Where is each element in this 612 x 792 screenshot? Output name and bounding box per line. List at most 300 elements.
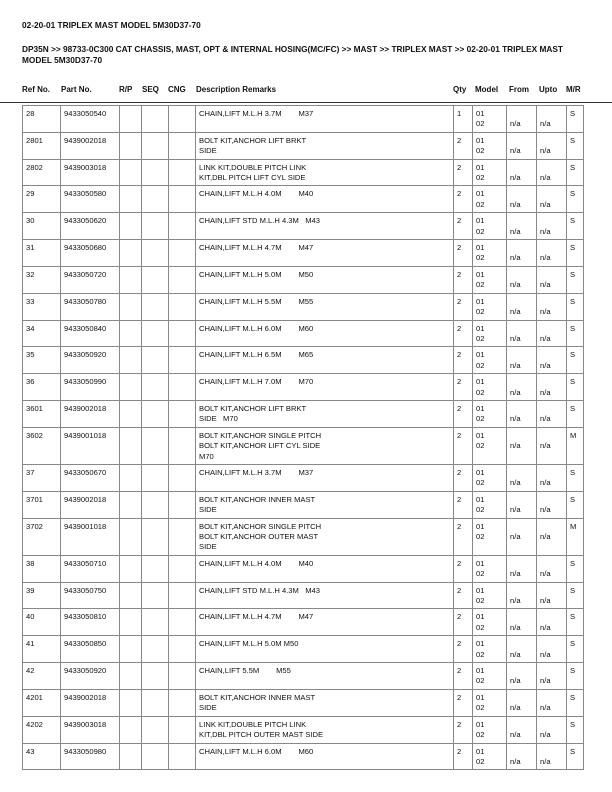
qty-cell: 2 (454, 213, 473, 240)
qty-cell: 2 (454, 159, 473, 186)
mr-cell: S (567, 400, 584, 427)
seq-cell (142, 400, 169, 427)
table-header (0, 85, 612, 97)
from-cell: n/a (507, 374, 537, 401)
mr-cell: S (567, 555, 584, 582)
rp-cell (120, 132, 142, 159)
from-cell: n/a (507, 663, 537, 690)
from-cell: n/a (507, 240, 537, 267)
part-number-cell: 9439002018 (61, 132, 120, 159)
ref-cell: 31 (23, 240, 61, 267)
upto-cell: n/a (537, 716, 567, 743)
upto-cell: n/a (537, 374, 567, 401)
qty-cell: 1 (454, 106, 473, 133)
ref-cell: 3602 (23, 427, 61, 464)
mr-cell: M (567, 427, 584, 464)
ref-cell: 30 (23, 213, 61, 240)
upto-cell: n/a (537, 347, 567, 374)
qty-cell: 2 (454, 716, 473, 743)
cng-cell (169, 347, 196, 374)
model-cell: 01 02 (473, 347, 507, 374)
ref-cell: 3601 (23, 400, 61, 427)
seq-cell (142, 106, 169, 133)
ref-cell: 43 (23, 743, 61, 770)
upto-cell: n/a (537, 427, 567, 464)
cng-cell (169, 555, 196, 582)
seq-cell (142, 464, 169, 491)
table-row (23, 240, 584, 267)
mr-cell: S (567, 663, 584, 690)
description-cell: LINK KIT,DOUBLE PITCH LINK KIT,DBL PITCH OUTER MAST SIDE (196, 716, 454, 743)
from-cell: n/a (507, 427, 537, 464)
seq-cell (142, 518, 169, 555)
seq-cell (142, 347, 169, 374)
description-cell: CHAIN,LIFT M.L.H 5.5M M55 (196, 293, 454, 320)
col-rp: R/P (119, 85, 133, 94)
part-number-cell: 9439002018 (61, 400, 120, 427)
qty-cell: 2 (454, 400, 473, 427)
from-cell: n/a (507, 400, 537, 427)
description-cell: CHAIN,LIFT 5.5M M55 (196, 663, 454, 690)
ref-cell: 38 (23, 555, 61, 582)
mr-cell: S (567, 159, 584, 186)
model-cell: 01 02 (473, 293, 507, 320)
mr-cell: S (567, 743, 584, 770)
part-number-cell: 9433050980 (61, 743, 120, 770)
ref-cell: 2802 (23, 159, 61, 186)
upto-cell: n/a (537, 106, 567, 133)
mr-cell: S (567, 609, 584, 636)
model-cell: 01 02 (473, 240, 507, 267)
description-cell: CHAIN,LIFT M.L.H 5.0M M50 (196, 636, 454, 663)
rp-cell (120, 320, 142, 347)
qty-cell: 2 (454, 347, 473, 374)
cng-cell (169, 400, 196, 427)
description-cell: BOLT KIT,ANCHOR SINGLE PITCH BOLT KIT,ANCHOR OUTER MAST SIDE (196, 518, 454, 555)
table-row (23, 374, 584, 401)
qty-cell: 2 (454, 609, 473, 636)
description-cell: CHAIN,LIFT M.L.H 5.0M M50 (196, 266, 454, 293)
cng-cell (169, 743, 196, 770)
table-row (23, 293, 584, 320)
mr-cell: S (567, 293, 584, 320)
header-divider (0, 102, 612, 103)
ref-cell: 37 (23, 464, 61, 491)
cng-cell (169, 464, 196, 491)
ref-cell: 40 (23, 609, 61, 636)
model-cell: 01 02 (473, 186, 507, 213)
table-row (23, 427, 584, 464)
table-row (23, 132, 584, 159)
part-number-cell: 9439001018 (61, 518, 120, 555)
from-cell: n/a (507, 320, 537, 347)
upto-cell: n/a (537, 186, 567, 213)
seq-cell (142, 186, 169, 213)
rp-cell (120, 636, 142, 663)
description-cell: BOLT KIT,ANCHOR INNER MAST SIDE (196, 491, 454, 518)
seq-cell (142, 266, 169, 293)
rp-cell (120, 427, 142, 464)
mr-cell: S (567, 320, 584, 347)
table-row (23, 159, 584, 186)
model-cell: 01 02 (473, 636, 507, 663)
seq-cell (142, 609, 169, 636)
part-number-cell: 9433050780 (61, 293, 120, 320)
seq-cell (142, 636, 169, 663)
qty-cell: 2 (454, 464, 473, 491)
model-cell: 01 02 (473, 743, 507, 770)
upto-cell: n/a (537, 320, 567, 347)
qty-cell: 2 (454, 689, 473, 716)
cng-cell (169, 636, 196, 663)
from-cell: n/a (507, 347, 537, 374)
from-cell: n/a (507, 636, 537, 663)
seq-cell (142, 491, 169, 518)
breadcrumb: DP35N >> 98733-0C300 CAT CHASSIS, MAST, OPT & INTERNAL HOSING(MC/FC) >> MAST >> TRIPLEX MAST >> 02-20-01 TRIPLEX MAST MODEL 5M30D37-70 (22, 44, 563, 65)
cng-cell (169, 106, 196, 133)
ref-cell: 28 (23, 106, 61, 133)
part-number-cell: 9433050670 (61, 464, 120, 491)
part-number-cell: 9439003018 (61, 716, 120, 743)
ref-cell: 33 (23, 293, 61, 320)
ref-cell: 32 (23, 266, 61, 293)
cng-cell (169, 132, 196, 159)
rp-cell (120, 518, 142, 555)
seq-cell (142, 743, 169, 770)
cng-cell (169, 427, 196, 464)
cng-cell (169, 186, 196, 213)
description-cell: LINK KIT,DOUBLE PITCH LINK KIT,DBL PITCH LIFT CYL SIDE (196, 159, 454, 186)
seq-cell (142, 213, 169, 240)
table-row (23, 106, 584, 133)
page-title: 02-20-01 TRIPLEX MAST MODEL 5M30D37-70 (22, 20, 201, 30)
ref-cell: 41 (23, 636, 61, 663)
mr-cell: S (567, 132, 584, 159)
upto-cell: n/a (537, 464, 567, 491)
rp-cell (120, 582, 142, 609)
from-cell: n/a (507, 716, 537, 743)
rp-cell (120, 266, 142, 293)
mr-cell: S (567, 106, 584, 133)
description-cell: CHAIN,LIFT M.L.H 7.0M M70 (196, 374, 454, 401)
model-cell: 01 02 (473, 159, 507, 186)
col-seq: SEQ (142, 85, 159, 94)
model-cell: 01 02 (473, 518, 507, 555)
table-row (23, 464, 584, 491)
mr-cell: S (567, 491, 584, 518)
from-cell: n/a (507, 186, 537, 213)
cng-cell (169, 266, 196, 293)
model-cell: 01 02 (473, 582, 507, 609)
upto-cell: n/a (537, 132, 567, 159)
table-row (23, 689, 584, 716)
from-cell: n/a (507, 609, 537, 636)
from-cell: n/a (507, 132, 537, 159)
from-cell: n/a (507, 106, 537, 133)
upto-cell: n/a (537, 293, 567, 320)
from-cell: n/a (507, 491, 537, 518)
ref-cell: 29 (23, 186, 61, 213)
ref-cell: 42 (23, 663, 61, 690)
from-cell: n/a (507, 582, 537, 609)
col-part: Part No. (61, 85, 92, 94)
qty-cell: 2 (454, 240, 473, 267)
part-number-cell: 9433050710 (61, 555, 120, 582)
upto-cell: n/a (537, 689, 567, 716)
rp-cell (120, 491, 142, 518)
part-number-cell: 9439002018 (61, 491, 120, 518)
qty-cell: 2 (454, 427, 473, 464)
from-cell: n/a (507, 743, 537, 770)
seq-cell (142, 293, 169, 320)
upto-cell: n/a (537, 240, 567, 267)
from-cell: n/a (507, 213, 537, 240)
from-cell: n/a (507, 266, 537, 293)
qty-cell: 2 (454, 266, 473, 293)
rp-cell (120, 159, 142, 186)
qty-cell: 2 (454, 636, 473, 663)
seq-cell (142, 132, 169, 159)
rp-cell (120, 400, 142, 427)
rp-cell (120, 213, 142, 240)
description-cell: BOLT KIT,ANCHOR SINGLE PITCH BOLT KIT,ANCHOR LIFT CYL SIDE M70 (196, 427, 454, 464)
rp-cell (120, 716, 142, 743)
rp-cell (120, 464, 142, 491)
cng-cell (169, 293, 196, 320)
qty-cell: 2 (454, 582, 473, 609)
ref-cell: 3702 (23, 518, 61, 555)
col-desc: Description Remarks (196, 85, 277, 94)
model-cell: 01 02 (473, 400, 507, 427)
rp-cell (120, 347, 142, 374)
part-number-cell: 9439001018 (61, 427, 120, 464)
seq-cell (142, 374, 169, 401)
qty-cell: 2 (454, 518, 473, 555)
cng-cell (169, 716, 196, 743)
mr-cell: S (567, 213, 584, 240)
seq-cell (142, 427, 169, 464)
part-number-cell: 9433050580 (61, 186, 120, 213)
rp-cell (120, 609, 142, 636)
cng-cell (169, 240, 196, 267)
seq-cell (142, 663, 169, 690)
mr-cell: S (567, 266, 584, 293)
upto-cell: n/a (537, 400, 567, 427)
description-cell: CHAIN,LIFT STD M.L.H 4.3M M43 (196, 582, 454, 609)
part-number-cell: 9433050750 (61, 582, 120, 609)
cng-cell (169, 609, 196, 636)
table-row (23, 266, 584, 293)
table-row (23, 716, 584, 743)
cng-cell (169, 213, 196, 240)
col-model: Model (475, 85, 499, 94)
part-number-cell: 9433050810 (61, 609, 120, 636)
table-row (23, 582, 584, 609)
table-row (23, 743, 584, 770)
upto-cell: n/a (537, 636, 567, 663)
rp-cell (120, 743, 142, 770)
description-cell: BOLT KIT,ANCHOR INNER MAST SIDE (196, 689, 454, 716)
table-row (23, 491, 584, 518)
model-cell: 01 02 (473, 609, 507, 636)
mr-cell: S (567, 186, 584, 213)
part-number-cell: 9433050920 (61, 347, 120, 374)
col-cng: CNG (168, 85, 186, 94)
ref-cell: 3701 (23, 491, 61, 518)
model-cell: 01 02 (473, 106, 507, 133)
model-cell: 01 02 (473, 491, 507, 518)
qty-cell: 2 (454, 186, 473, 213)
mr-cell: S (567, 636, 584, 663)
rp-cell (120, 293, 142, 320)
table-row (23, 663, 584, 690)
description-cell: CHAIN,LIFT M.L.H 6.0M M60 (196, 320, 454, 347)
table-row (23, 320, 584, 347)
cng-cell (169, 689, 196, 716)
model-cell: 01 02 (473, 427, 507, 464)
mr-cell: S (567, 716, 584, 743)
model-cell: 01 02 (473, 213, 507, 240)
seq-cell (142, 716, 169, 743)
part-number-cell: 9433050850 (61, 636, 120, 663)
col-ref: Ref No. (22, 85, 50, 94)
description-cell: CHAIN,LIFT M.L.H 4.7M M47 (196, 609, 454, 636)
upto-cell: n/a (537, 743, 567, 770)
upto-cell: n/a (537, 663, 567, 690)
cng-cell (169, 518, 196, 555)
table-row (23, 347, 584, 374)
part-number-cell: 9433050720 (61, 266, 120, 293)
description-cell: CHAIN,LIFT M.L.H 3.7M M37 (196, 464, 454, 491)
part-number-cell: 9433050990 (61, 374, 120, 401)
rp-cell (120, 689, 142, 716)
from-cell: n/a (507, 293, 537, 320)
qty-cell: 2 (454, 293, 473, 320)
col-upto: Upto (539, 85, 558, 94)
description-cell: CHAIN,LIFT M.L.H 6.0M M60 (196, 743, 454, 770)
part-number-cell: 9433050540 (61, 106, 120, 133)
table-row (23, 186, 584, 213)
cng-cell (169, 491, 196, 518)
mr-cell: S (567, 464, 584, 491)
from-cell: n/a (507, 159, 537, 186)
seq-cell (142, 582, 169, 609)
qty-cell: 2 (454, 374, 473, 401)
rp-cell (120, 240, 142, 267)
rp-cell (120, 663, 142, 690)
ref-cell: 2801 (23, 132, 61, 159)
model-cell: 01 02 (473, 716, 507, 743)
ref-cell: 4202 (23, 716, 61, 743)
qty-cell: 2 (454, 132, 473, 159)
qty-cell: 2 (454, 663, 473, 690)
from-cell: n/a (507, 689, 537, 716)
table-row (23, 555, 584, 582)
description-cell: BOLT KIT,ANCHOR LIFT BRKT SIDE M70 (196, 400, 454, 427)
part-number-cell: 9439003018 (61, 159, 120, 186)
part-number-cell: 9433050680 (61, 240, 120, 267)
model-cell: 01 02 (473, 320, 507, 347)
upto-cell: n/a (537, 213, 567, 240)
ref-cell: 39 (23, 582, 61, 609)
ref-cell: 34 (23, 320, 61, 347)
seq-cell (142, 320, 169, 347)
mr-cell: S (567, 374, 584, 401)
rp-cell (120, 374, 142, 401)
rp-cell (120, 186, 142, 213)
from-cell: n/a (507, 464, 537, 491)
model-cell: 01 02 (473, 132, 507, 159)
description-cell: CHAIN,LIFT M.L.H 4.0M M40 (196, 186, 454, 213)
upto-cell: n/a (537, 159, 567, 186)
ref-cell: 4201 (23, 689, 61, 716)
model-cell: 01 02 (473, 689, 507, 716)
description-cell: CHAIN,LIFT STD M.L.H 4.3M M43 (196, 213, 454, 240)
cng-cell (169, 582, 196, 609)
qty-cell: 2 (454, 555, 473, 582)
part-number-cell: 9439002018 (61, 689, 120, 716)
mr-cell: S (567, 240, 584, 267)
table-row (23, 636, 584, 663)
seq-cell (142, 689, 169, 716)
col-qty: Qty (453, 85, 467, 94)
parts-table (22, 105, 584, 770)
cng-cell (169, 159, 196, 186)
from-cell: n/a (507, 555, 537, 582)
table-row (23, 609, 584, 636)
part-number-cell: 9433050620 (61, 213, 120, 240)
upto-cell: n/a (537, 582, 567, 609)
upto-cell: n/a (537, 491, 567, 518)
cng-cell (169, 320, 196, 347)
model-cell: 01 02 (473, 266, 507, 293)
col-from: From (509, 85, 529, 94)
description-cell: CHAIN,LIFT M.L.H 3.7M M37 (196, 106, 454, 133)
mr-cell: S (567, 582, 584, 609)
model-cell: 01 02 (473, 555, 507, 582)
seq-cell (142, 159, 169, 186)
upto-cell: n/a (537, 555, 567, 582)
mr-cell: S (567, 689, 584, 716)
qty-cell: 2 (454, 320, 473, 347)
model-cell: 01 02 (473, 663, 507, 690)
qty-cell: 2 (454, 743, 473, 770)
cng-cell (169, 663, 196, 690)
table-row (23, 213, 584, 240)
model-cell: 01 02 (473, 374, 507, 401)
table-row (23, 518, 584, 555)
part-number-cell: 9433050840 (61, 320, 120, 347)
rp-cell (120, 106, 142, 133)
upto-cell: n/a (537, 518, 567, 555)
seq-cell (142, 555, 169, 582)
table-row (23, 400, 584, 427)
part-number-cell: 9433050920 (61, 663, 120, 690)
description-cell: CHAIN,LIFT M.L.H 6.5M M65 (196, 347, 454, 374)
col-mr: M/R (566, 85, 581, 94)
qty-cell: 2 (454, 491, 473, 518)
from-cell: n/a (507, 518, 537, 555)
description-cell: CHAIN,LIFT M.L.H 4.0M M40 (196, 555, 454, 582)
description-cell: BOLT KIT,ANCHOR LIFT BRKT SIDE (196, 132, 454, 159)
ref-cell: 35 (23, 347, 61, 374)
upto-cell: n/a (537, 609, 567, 636)
description-cell: CHAIN,LIFT M.L.H 4.7M M47 (196, 240, 454, 267)
upto-cell: n/a (537, 266, 567, 293)
rp-cell (120, 555, 142, 582)
cng-cell (169, 374, 196, 401)
seq-cell (142, 240, 169, 267)
